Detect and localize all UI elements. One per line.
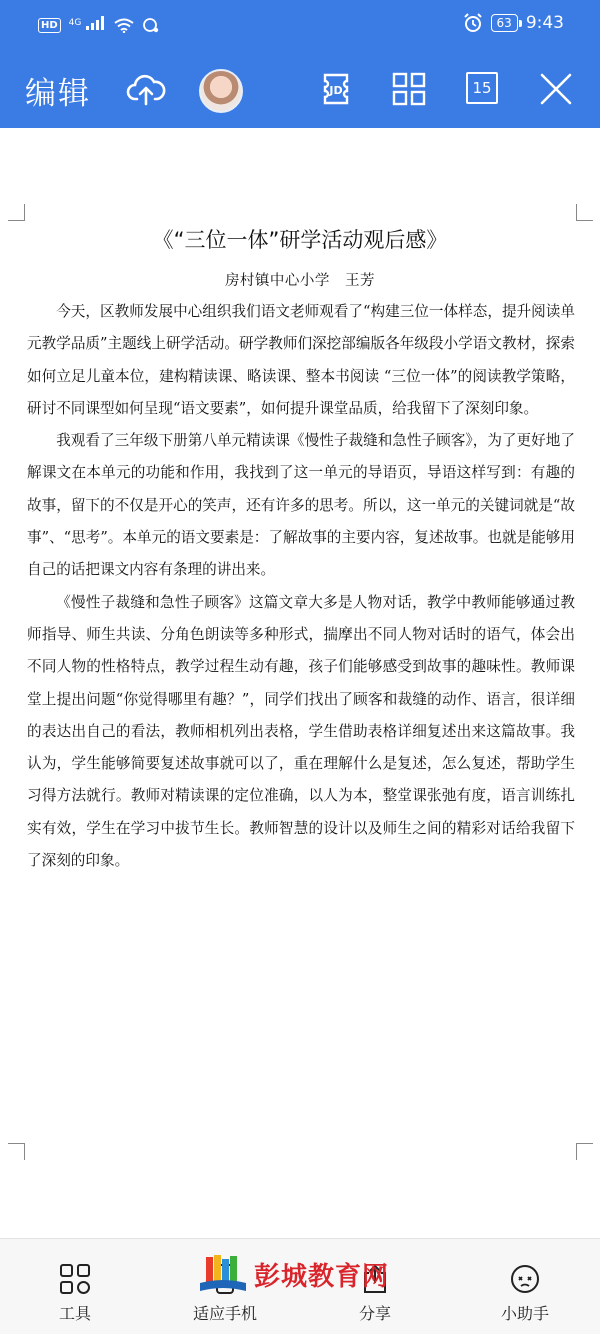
paragraph: 我观看了三年级下册第八单元精读课《慢性子裁缝和急性子顾客》，为了更好地了解课文在本单元的功能和作用，我找到了这一单元的导语页，导语这样写到：有趣的故事，留下的不仅是开心的笑声，还有许多的思考。所以，这一单元的关键词就是“故事”、“思考”。本单元的语文要素是：了解故事的主要内容，复述故事。也就是能够用自己的话把课文内容有条理的讲出来。 <box>27 432 575 579</box>
tools-label: 工具 <box>58 1304 91 1323</box>
fit-phone-label: 适应手机 <box>192 1304 257 1323</box>
share-label: 分享 <box>358 1304 391 1323</box>
jd-label: JD <box>329 84 343 97</box>
top-toolbar <box>0 54 600 128</box>
status-right <box>463 13 564 33</box>
helper-button[interactable] <box>470 1263 580 1324</box>
document-title: 《“三位一体”研学活动观后感》 <box>152 228 448 252</box>
author-name: 王芳 <box>345 273 376 289</box>
close-icon[interactable] <box>539 72 573 106</box>
battery-icon: 63 <box>491 14 518 32</box>
watermark <box>198 1252 389 1296</box>
hd-badge: HD <box>38 18 61 33</box>
sync-status-icon <box>142 17 160 33</box>
wifi-icon <box>114 18 134 33</box>
status-left <box>38 16 160 34</box>
watermark-text: 彭城教育网 <box>254 1261 390 1292</box>
helper-icon <box>509 1263 541 1295</box>
alarm-icon <box>463 13 483 33</box>
grid-icon[interactable] <box>392 72 426 106</box>
avatar[interactable] <box>199 69 243 113</box>
tools-grid-icon <box>59 1263 91 1295</box>
page-corner-mark <box>576 204 593 221</box>
watermark-book-logo-icon <box>198 1253 248 1295</box>
jd-icon[interactable] <box>318 72 354 110</box>
status-bar <box>0 0 600 54</box>
network-type: 4G <box>68 18 82 28</box>
paragraph: 今天，区教师发展中心组织我们语文老师观看了“构建三位一体样态，提升阅读单元教学品质”主题线上研学活动。研学教师们深挖部编版各年级段小学语文教材，探索如何立足儿童本位，建构精读课、略读课、整本书阅读 “三位一体”的阅读教学策略，研讨不同课型如何呈现“语文要素”，如何提升课堂品质，给我留下了深刻印象。 <box>27 303 575 417</box>
author-org: 房村镇中心小学 <box>224 273 330 289</box>
page-corner-mark <box>576 1143 593 1160</box>
edit-button[interactable]: 编辑 <box>25 76 91 112</box>
signal-icon <box>69 16 106 34</box>
calendar-day: 15 <box>466 72 498 104</box>
paragraph: 《慢性子裁缝和急性子顾客》这篇文章大多是人物对话，教学中教师能够通过教师指导、师生共读、分角色朗读等多种形式，揣摩出不同人物对话时的语气，体会出不同人物的性格特点，教学过程生动有趣，孩子们能够感受到故事的趣味性。教师课堂上提出问题“你觉得哪里有趣？”，同学们找出了顾客和裁缝的动作、语言，很详细的表达出自己的看法，教师相机列出表格，学生借助表格详细复述出来这篇故事。我认为，学生能够简要复述故事就可以了，重在理解什么是复述，怎么复述，帮助学生习得方法就行。教师对精读课的定位准确，以人为本，整堂课张弛有度，语言训练扎实有效，学生在学习中拔节生长。教师智慧的设计以及师生之间的精彩对话给我留下了深刻的印象。 <box>27 593 575 870</box>
cloud-upload-icon[interactable] <box>126 72 166 106</box>
page-corner-mark <box>8 204 25 221</box>
page-corner-mark <box>8 1143 25 1160</box>
tools-button[interactable] <box>20 1263 130 1324</box>
document-author <box>0 269 600 290</box>
helper-label: 小助手 <box>500 1304 549 1323</box>
calendar-icon[interactable] <box>466 72 498 104</box>
document-body[interactable] <box>27 296 575 877</box>
clock: 9:43 <box>525 13 564 33</box>
